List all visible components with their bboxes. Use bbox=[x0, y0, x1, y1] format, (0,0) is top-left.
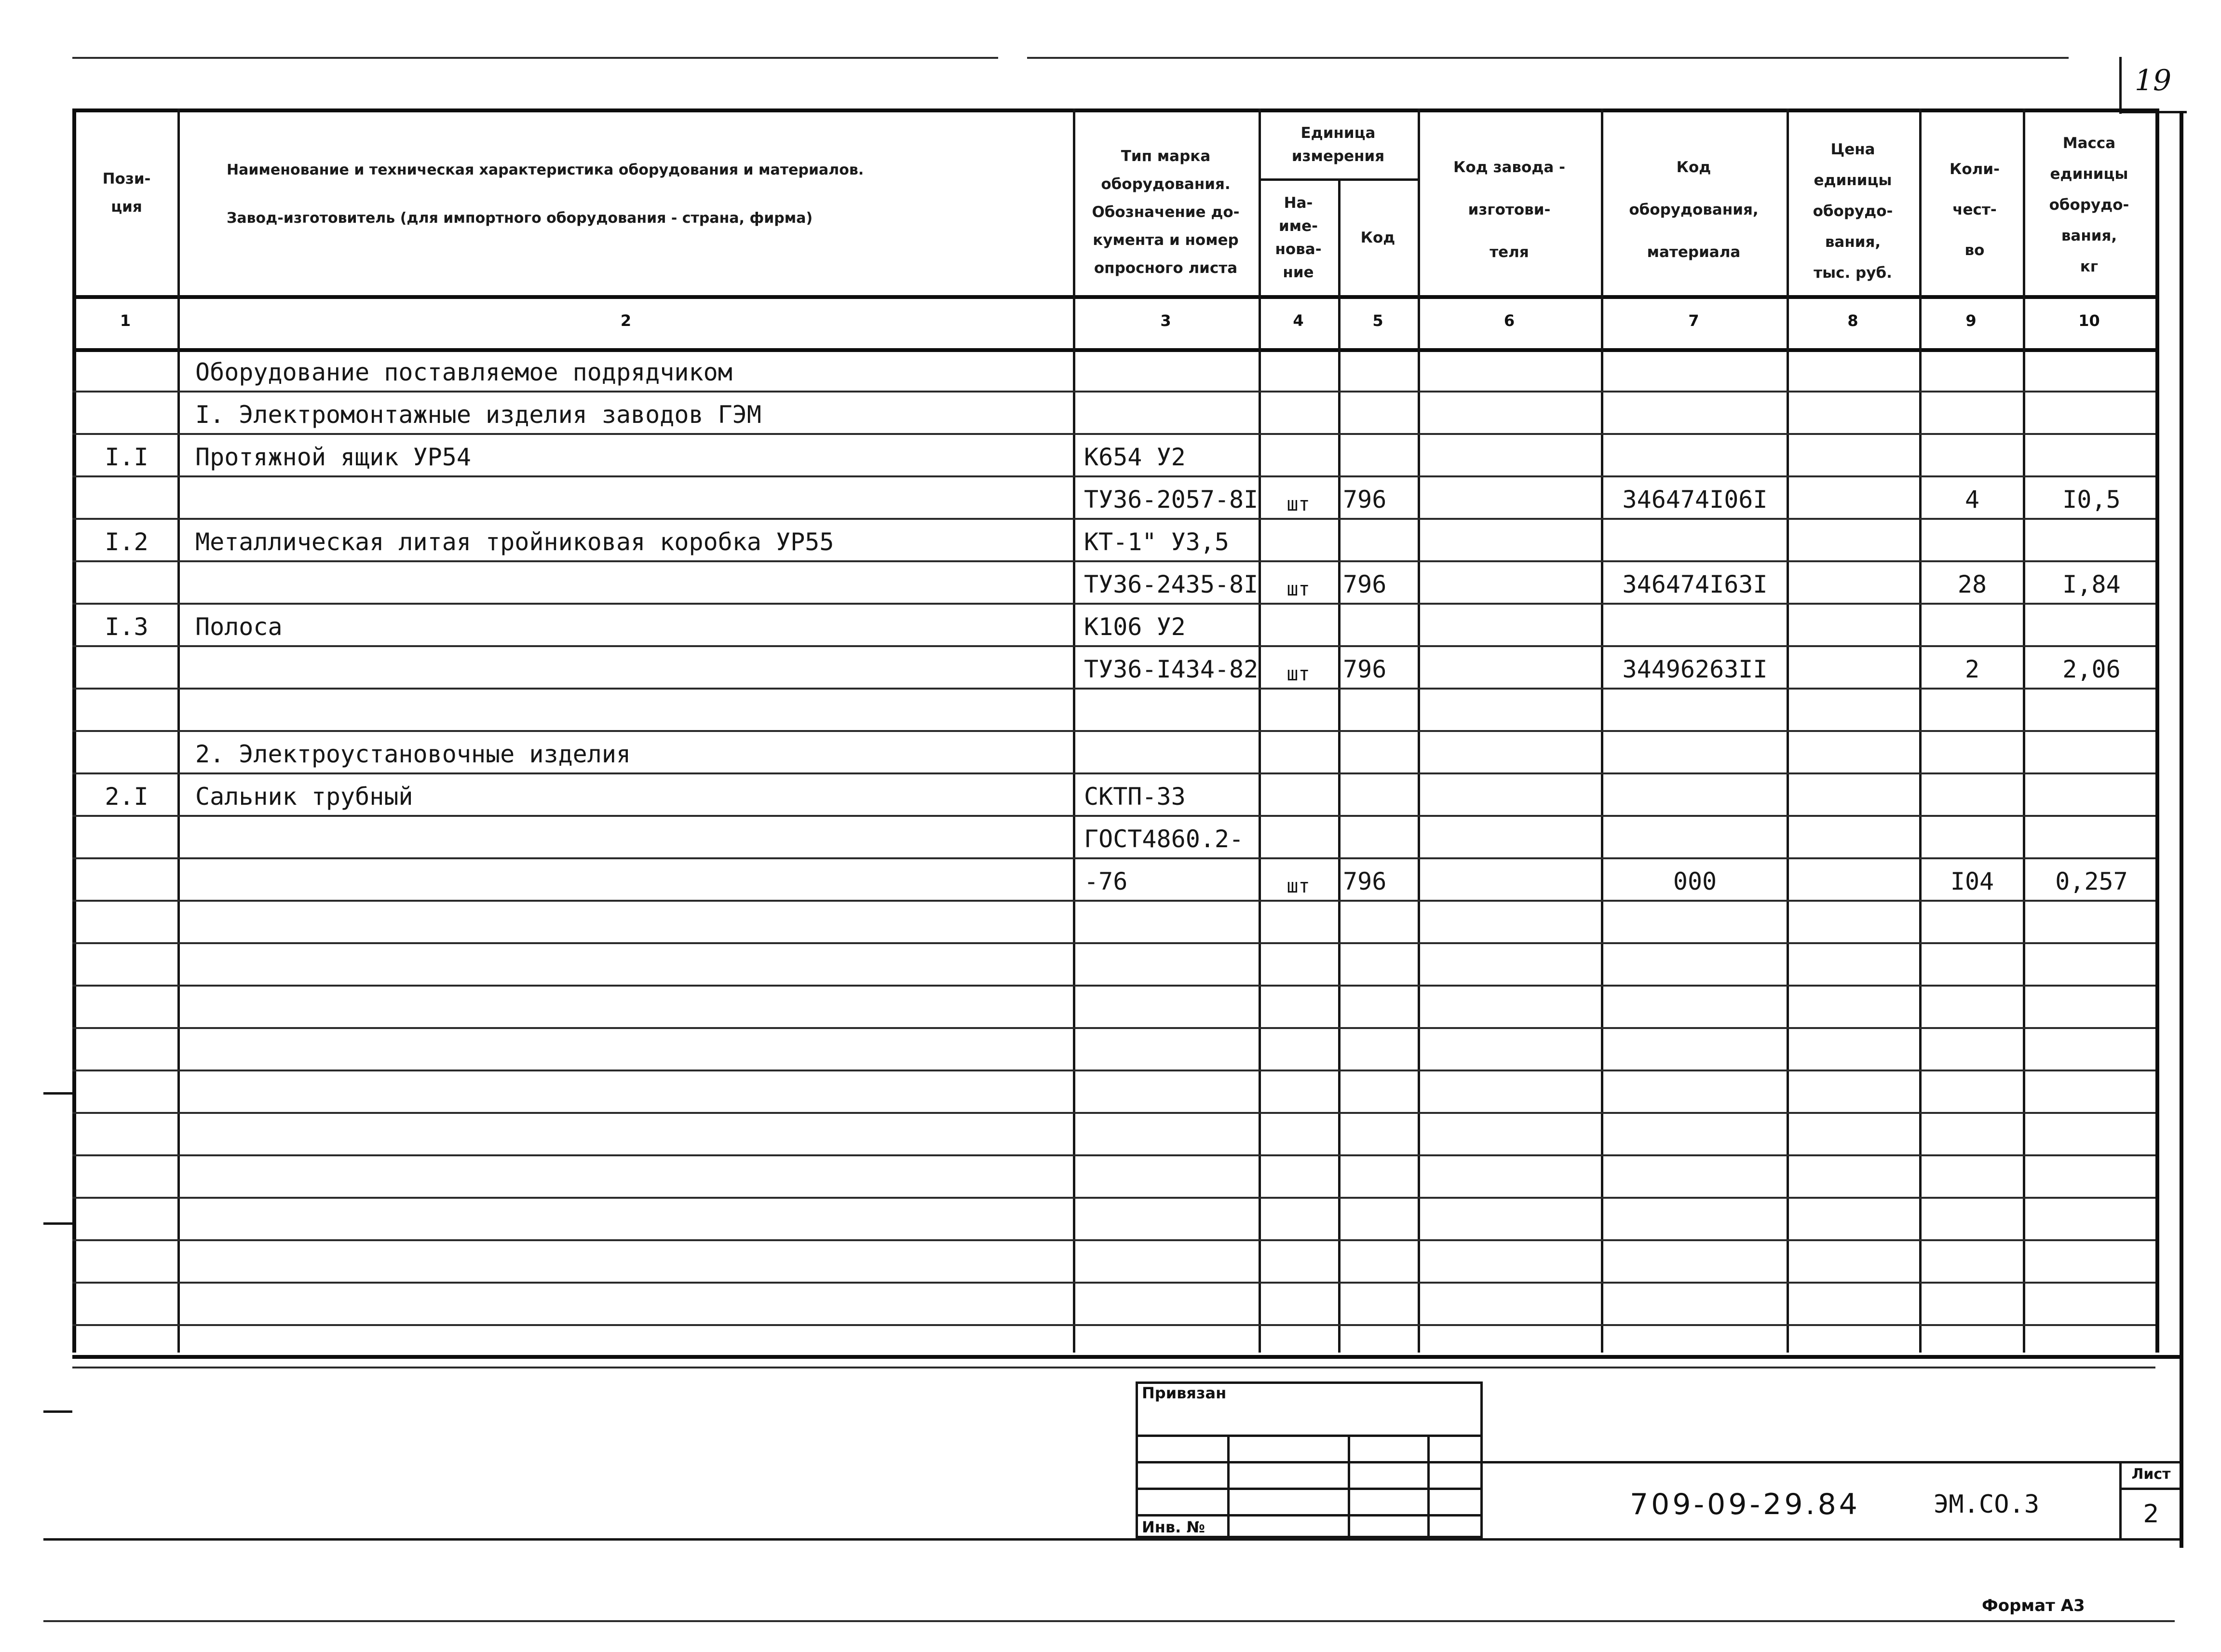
row-rule bbox=[72, 942, 2155, 944]
colnum-1: 1 bbox=[120, 311, 131, 330]
colnum-7: 7 bbox=[1688, 311, 1699, 330]
row-rule bbox=[72, 730, 2155, 732]
bound-line-2 bbox=[1136, 1461, 1483, 1463]
margin-tick-3 bbox=[43, 1410, 72, 1413]
row-rule bbox=[72, 772, 2155, 774]
colnum-4: 4 bbox=[1293, 311, 1304, 330]
cell-name: 2. Электроустановочные изделия bbox=[195, 740, 631, 768]
cell-mass: I,84 bbox=[2062, 570, 2121, 598]
bound-label: Привязан bbox=[1142, 1384, 1227, 1402]
bound-line-1 bbox=[1136, 1435, 1483, 1437]
header-unit: Единица измерения bbox=[1291, 124, 1385, 165]
table-bottom bbox=[72, 1355, 2180, 1359]
cell-name: I. Электромонтажные изделия заводов ГЭМ bbox=[195, 401, 761, 429]
header-type: Тип марка оборудования. Обозначение до- кумента и номер опросного листа bbox=[1092, 148, 1240, 277]
row-rule bbox=[72, 900, 2155, 902]
bound-line-4 bbox=[1136, 1514, 1483, 1517]
cell-mass: I0,5 bbox=[2062, 486, 2121, 514]
cell-name: Сальник трубный bbox=[195, 783, 413, 811]
row-rule bbox=[72, 518, 2155, 520]
sheet-cell-divider bbox=[2119, 1488, 2180, 1490]
row-rule bbox=[72, 1112, 2155, 1114]
bound-line-3 bbox=[1136, 1488, 1483, 1490]
colnum-8: 8 bbox=[1847, 311, 1858, 330]
bottom-rule bbox=[43, 1620, 2175, 1622]
bound-vline-2 bbox=[1348, 1435, 1350, 1538]
sheet-label: Лист bbox=[2131, 1466, 2171, 1483]
header-quantity: Коли- чест- во bbox=[1950, 161, 2000, 259]
cell-unit: шт bbox=[1287, 578, 1310, 600]
row-rule bbox=[72, 815, 2155, 817]
margin-tick-1 bbox=[43, 1092, 72, 1095]
cell-code: 346474I63I bbox=[1622, 570, 1768, 598]
bound-vline-1 bbox=[1227, 1435, 1230, 1538]
frame-right bbox=[2155, 108, 2159, 1353]
cell-type: ТУ36-2435-8I bbox=[1084, 570, 1259, 598]
cell-type: ТУ36-2057-8I bbox=[1084, 486, 1259, 514]
colnum-bottom bbox=[72, 348, 2155, 352]
colnum-3: 3 bbox=[1160, 311, 1171, 330]
document-code: 709-09-29.84 bbox=[1630, 1488, 1860, 1521]
cell-type: СКТП-33 bbox=[1084, 783, 1186, 811]
cell-unit: шт bbox=[1287, 493, 1310, 515]
cell-ucode: 796 bbox=[1343, 655, 1387, 683]
colnum-10: 10 bbox=[2078, 311, 2100, 330]
cell-type: ТУ36-I434-82 bbox=[1084, 655, 1259, 683]
cell-qty: 2 bbox=[1964, 655, 1980, 683]
colnum-6: 6 bbox=[1503, 311, 1515, 330]
margin-tick-4 bbox=[43, 1538, 2180, 1541]
header-equipment-code: Код оборудования, материала bbox=[1629, 159, 1759, 261]
cell-qty: I04 bbox=[1950, 867, 1994, 895]
row-rule bbox=[72, 1070, 2155, 1071]
row-rule bbox=[72, 1154, 2155, 1156]
colnum-9: 9 bbox=[1965, 311, 1977, 330]
document-mark: ЭМ.СО.3 bbox=[1934, 1490, 2040, 1519]
header-bottom bbox=[72, 295, 2155, 299]
row-rule bbox=[72, 857, 2155, 859]
row-rule bbox=[72, 603, 2155, 605]
cell-pos: I.I bbox=[105, 443, 149, 471]
row-rule bbox=[72, 433, 2155, 435]
margin-tick-2 bbox=[43, 1222, 72, 1225]
top-rule-left bbox=[72, 57, 998, 59]
row-rule bbox=[72, 645, 2155, 647]
sheet-number-top: 19 bbox=[2134, 64, 2172, 97]
colnum-5: 5 bbox=[1372, 311, 1383, 330]
cell-ucode: 796 bbox=[1343, 867, 1387, 895]
row-rule bbox=[72, 475, 2155, 477]
sheet-number: 2 bbox=[2143, 1500, 2159, 1529]
cell-type: К654 У2 bbox=[1084, 443, 1186, 471]
row-rule bbox=[72, 391, 2155, 393]
header-unit-name: На- име- нова- ние bbox=[1275, 194, 1322, 281]
row-rule bbox=[72, 1197, 2155, 1199]
cell-name: Полоса bbox=[195, 613, 283, 641]
row-rule bbox=[72, 985, 2155, 987]
header-unit-code: Код bbox=[1360, 229, 1395, 246]
cell-pos: 2.I bbox=[105, 783, 149, 811]
header-plant-code: Код завода - изготови- теля bbox=[1453, 159, 1565, 261]
cell-pos: I.3 bbox=[105, 613, 149, 641]
cell-code: 000 bbox=[1673, 867, 1717, 895]
cell-code: 346474I06I bbox=[1622, 486, 1768, 514]
row-rule bbox=[72, 560, 2155, 562]
row-rule bbox=[72, 1239, 2155, 1241]
row-rule bbox=[72, 1027, 2155, 1029]
code-area-top bbox=[1483, 1461, 2180, 1463]
frame-top bbox=[72, 108, 2155, 112]
header-name-line2: Завод-изготовитель (для импортного оборудования - страна, фирма) bbox=[227, 210, 813, 227]
header-mass: Масса единицы оборудо- вания, кг bbox=[2049, 135, 2129, 275]
cell-type: ГОСТ4860.2- bbox=[1084, 825, 1244, 853]
cell-name: Металлическая литая тройниковая коробка УР55 bbox=[195, 528, 834, 556]
cell-unit: шт bbox=[1287, 875, 1310, 897]
format-label: Формат А3 bbox=[1982, 1596, 2085, 1615]
sheet-cell-left bbox=[2119, 1461, 2122, 1538]
header-price: Цена единицы оборудо- вания, тыс. руб. bbox=[1813, 140, 1893, 282]
cell-qty: 4 bbox=[1964, 486, 1980, 514]
cell-mass: 2,06 bbox=[2062, 655, 2121, 683]
row-rule bbox=[72, 1367, 2155, 1368]
cell-type: К106 У2 bbox=[1084, 613, 1186, 641]
colnum-2: 2 bbox=[620, 311, 632, 330]
cell-type: КТ-1" У3,5 bbox=[1084, 528, 1230, 556]
cell-unit: шт bbox=[1287, 663, 1310, 685]
row-rule bbox=[72, 688, 2155, 690]
cell-qty: 28 bbox=[1957, 570, 1987, 598]
top-rule-right bbox=[1027, 57, 2069, 59]
cell-ucode: 796 bbox=[1343, 570, 1387, 598]
col-line-4 bbox=[1338, 178, 1341, 1353]
row-rule bbox=[72, 1324, 2155, 1326]
cell-mass: 0,257 bbox=[2055, 867, 2128, 895]
header-position: Пози- ция bbox=[102, 170, 151, 216]
cell-code: 34496263II bbox=[1622, 655, 1768, 683]
unit-divider bbox=[1259, 178, 1418, 181]
cell-type: -76 bbox=[1084, 867, 1128, 895]
cell-name: Оборудование поставляемое подрядчиком bbox=[195, 358, 732, 386]
cell-ucode: 796 bbox=[1343, 486, 1387, 514]
frame-right-outer bbox=[2180, 111, 2183, 1548]
inventory-label: Инв. № bbox=[1142, 1518, 1205, 1536]
cell-pos: I.2 bbox=[105, 528, 149, 556]
bound-vline-3 bbox=[1427, 1435, 1430, 1538]
cell-name: Протяжной ящик УР54 bbox=[195, 443, 471, 471]
row-rule bbox=[72, 1282, 2155, 1284]
header-name-line1: Наименование и техническая характеристика оборудования и материалов. bbox=[227, 162, 864, 178]
